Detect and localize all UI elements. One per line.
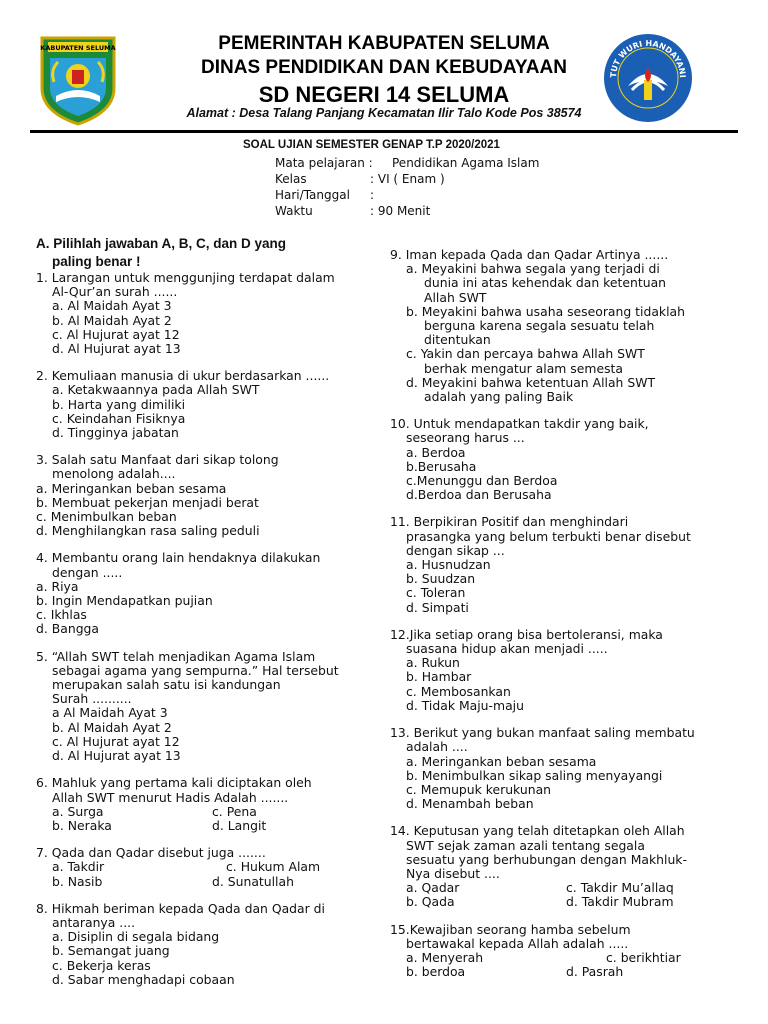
question-7 — [36, 846, 381, 889]
option-a: a. Disiplin di segala bidang — [52, 929, 220, 945]
option-d: d. Menghilangkan rasa saling peduli — [36, 523, 260, 539]
option-d-cont: adalah yang paling Baik — [424, 389, 574, 405]
time-value: : 90 Menit — [370, 204, 431, 218]
question-text: 7. Qada dan Qadar disebut juga ....... — [36, 845, 266, 861]
question-8 — [36, 902, 381, 987]
question-text: Surah .......... — [52, 691, 132, 707]
option-d: d. Al Hujurat ayat 13 — [52, 341, 181, 357]
option-d: d. Al Hujurat ayat 13 — [52, 748, 181, 764]
class-label: Kelas — [275, 172, 307, 186]
option-c: c. Memupuk kerukunan — [406, 781, 552, 797]
option-d: d. Menambah beban — [406, 796, 534, 812]
section-a-line1: A. Pilihlah jawaban A, B, C, dan D yang — [36, 236, 287, 251]
option-d: d. Meyakini bahwa ketentuan Allah SWT — [406, 374, 656, 390]
question-text: suasana hidup akan menjadi ..... — [406, 641, 608, 657]
question-text: 1. Larangan untuk menggunjing terdapat dalam — [36, 270, 335, 285]
option-b: b. Menimbulkan sikap saling menyayangi — [406, 767, 663, 783]
time-label: Waktu — [275, 204, 313, 218]
option-c: c. Pena — [212, 803, 257, 819]
option-b: b. Suudzan — [406, 571, 476, 587]
question-11 — [390, 515, 740, 614]
option-a: a. Husnudzan — [406, 557, 491, 573]
day-label: Hari/Tanggal — [275, 188, 350, 202]
option-row — [390, 965, 740, 979]
option-a: a Al Maidah Ayat 3 — [52, 705, 168, 721]
question-10 — [390, 417, 740, 502]
question-12 — [390, 628, 740, 713]
option-row — [390, 951, 740, 965]
option-d: d. Bangga — [36, 621, 100, 637]
question-text: 15.Kewajiban seorang hamba sebelum — [390, 921, 631, 937]
question-text: 12.Jika setiap orang bisa bertoleransi, maka — [390, 626, 663, 642]
question-text: Al-Qur’an surah ...... — [52, 284, 178, 300]
option-a-cont: Allah SWT — [424, 289, 487, 305]
question-text: bertawakal kepada Allah adalah ..... — [406, 935, 629, 951]
option-b-cont: berguna karena segala sesuatu telah — [424, 318, 655, 334]
question-text: menolong adalah.... — [52, 466, 176, 482]
option-row — [36, 819, 381, 833]
logo-right-text: TUT WURI HANDAYANI — [608, 38, 688, 79]
section-a-heading — [36, 235, 381, 271]
question-text: antaranya .... — [52, 914, 136, 930]
option-b: b. berdoa — [406, 964, 466, 980]
option-b: b. Membuat pekerjan menjadi berat — [36, 494, 259, 510]
option-d: d. Simpati — [406, 599, 469, 615]
option-b: b. Hambar — [406, 669, 472, 685]
option-b: b. Meyakini bahwa usaha seseorang tidaklah — [406, 303, 686, 319]
option-a: a. Qadar — [406, 880, 460, 896]
option-row — [36, 875, 381, 889]
option-c: c. Menimbulkan beban — [36, 509, 177, 525]
question-5 — [36, 650, 381, 764]
option-d: d.Berdoa dan Berusaha — [406, 487, 552, 503]
option-b: b. Semangat juang — [52, 943, 170, 959]
question-text: 3. Salah satu Manfaat dari sikap tolong — [36, 452, 279, 468]
question-text: seseorang harus ... — [406, 430, 525, 446]
option-row — [390, 881, 740, 895]
option-d: d. Sabar menghadapi cobaan — [52, 971, 235, 987]
department-title: DINAS PENDIDIKAN DAN KEBUDAYAAN — [201, 57, 567, 78]
right-column — [390, 248, 740, 992]
question-text: 14. Keputusan yang telah ditetapkan oleh Allah — [390, 823, 685, 839]
school-address: Alamat : Desa Talang Panjang Kecamatan Ilir Talo Kode Pos 38574 — [186, 106, 582, 120]
option-b: b.Berusaha — [406, 458, 477, 474]
option-a: a. Riya — [36, 578, 79, 594]
school-name: SD NEGERI 14 SELUMA — [258, 82, 510, 107]
question-text: sebagai agama yang sempurna.” Hal tersebut — [52, 662, 339, 678]
left-column — [36, 235, 381, 1000]
option-d: d. Takdir Mubram — [566, 894, 674, 910]
question-2 — [36, 369, 381, 440]
question-6 — [36, 776, 381, 833]
option-a: a. Meringankan beban sesama — [406, 753, 597, 769]
question-text: dengan sikap ... — [406, 542, 505, 558]
option-b: b. Harta yang dimiliki — [52, 396, 186, 412]
option-a: a. Menyerah — [406, 949, 484, 965]
tut-wuri-handayani-logo-icon — [602, 32, 694, 124]
question-text: 8. Hikmah beriman kepada Qada dan Qadar di — [36, 900, 325, 916]
subject-label: Mata pelajaran : — [275, 156, 373, 170]
option-c: c.Menunggu dan Berdoa — [406, 473, 558, 489]
question-text: 13. Berikut yang bukan manfaat saling membatu — [390, 725, 695, 741]
option-a: a. Takdir — [52, 859, 105, 875]
question-1 — [36, 271, 381, 356]
logo-left-text: KABUPATEN SELUMA — [40, 44, 116, 52]
option-a: a. Meyakini bahwa segala yang terjadi di — [406, 261, 660, 277]
option-a: a. Meringankan beban sesama — [36, 480, 227, 496]
option-c: c. Hukum Alam — [226, 859, 321, 875]
question-text: 9. Iman kepada Qada dan Qadar Artinya ...... — [390, 247, 669, 262]
question-text: SWT sejak zaman azali tentang segala — [406, 837, 645, 853]
question-text: merupakan salah satu isi kandungan — [52, 677, 281, 693]
question-text: 6. Mahluk yang pertama kali diciptakan oleh — [36, 775, 312, 791]
option-a: a. Ketakwaannya pada Allah SWT — [52, 382, 260, 398]
question-text: sesuatu yang berhubungan dengan Makhluk- — [406, 851, 687, 867]
question-9 — [390, 248, 740, 404]
question-13 — [390, 726, 740, 811]
option-a-cont: dunia ini atas kehendak dan ketentuan — [424, 275, 667, 291]
option-d: d. Sunatullah — [212, 873, 294, 889]
question-text: 5. “Allah SWT telah menjadikan Agama Islam — [36, 648, 316, 664]
question-text: 11. Berpikiran Positif dan menghindari — [390, 514, 629, 530]
option-c: c. Al Hujurat ayat 12 — [52, 733, 180, 749]
option-b-cont: ditentukan — [424, 332, 491, 348]
government-title: PEMERINTAH KABUPATEN SELUMA — [218, 33, 550, 54]
option-d: d. Tingginya jabatan — [52, 425, 179, 441]
option-c: c. Toleran — [406, 585, 466, 601]
section-a-line2: paling benar ! — [52, 254, 141, 269]
option-b: b. Nasib — [52, 873, 103, 889]
header-divider — [30, 130, 738, 133]
question-text: dengan ..... — [52, 564, 123, 580]
option-d: d. Langit — [212, 817, 267, 833]
option-c-cont: berhak mengatur alam semesta — [424, 360, 623, 376]
question-text: 2. Kemuliaan manusia di ukur berdasarkan ...... — [36, 368, 330, 384]
question-text: Nya disebut .... — [406, 865, 500, 881]
option-d: d. Pasrah — [566, 964, 624, 980]
option-c: c. Al Hujurat ayat 12 — [52, 326, 180, 342]
option-row — [36, 860, 381, 874]
question-text: prasangka yang belum terbukti benar disebut — [406, 528, 691, 544]
class-value: : VI ( Enam ) — [370, 172, 445, 186]
day-value: : — [370, 188, 375, 202]
option-c: c. Bekerja keras — [52, 957, 151, 973]
letterhead — [0, 0, 768, 135]
question-14 — [390, 824, 740, 909]
option-b: b. Al Maidah Ayat 2 — [52, 719, 172, 735]
option-c: c. Yakin dan percaya bahwa Allah SWT — [406, 346, 645, 362]
option-c: c. Keindahan Fisiknya — [52, 410, 186, 426]
option-b: b. Qada — [406, 894, 455, 910]
question-text: 10. Untuk mendapatkan takdir yang baik, — [390, 416, 649, 432]
question-3 — [36, 453, 381, 538]
option-c: c. Membosankan — [406, 683, 511, 699]
option-a: a. Al Maidah Ayat 3 — [52, 298, 172, 314]
option-b: b. Ingin Mendapatkan pujian — [36, 593, 213, 609]
question-4 — [36, 551, 381, 636]
question-text: Allah SWT menurut Hadis Adalah ....... — [52, 789, 289, 805]
option-b: b. Neraka — [52, 817, 112, 833]
option-c: c. berikhtiar — [606, 949, 681, 965]
option-a: a. Rukun — [406, 655, 460, 671]
exam-title: SOAL UJIAN SEMESTER GENAP T.P 2020/2021 — [243, 139, 500, 151]
option-b: b. Al Maidah Ayat 2 — [52, 312, 172, 328]
option-row — [390, 895, 740, 909]
question-text: 4. Membantu orang lain hendaknya dilakukan — [36, 550, 321, 566]
option-a: a. Surga — [52, 803, 104, 819]
question-15 — [390, 923, 740, 980]
question-text: adalah .... — [406, 739, 468, 755]
option-a: a. Berdoa — [406, 444, 466, 460]
option-c: c. Ikhlas — [36, 607, 87, 623]
subject-value: Pendidikan Agama Islam — [392, 156, 540, 170]
option-row — [36, 805, 381, 819]
option-d: d. Tidak Maju-maju — [406, 697, 524, 713]
option-c: c. Takdir Mu’allaq — [566, 880, 674, 896]
